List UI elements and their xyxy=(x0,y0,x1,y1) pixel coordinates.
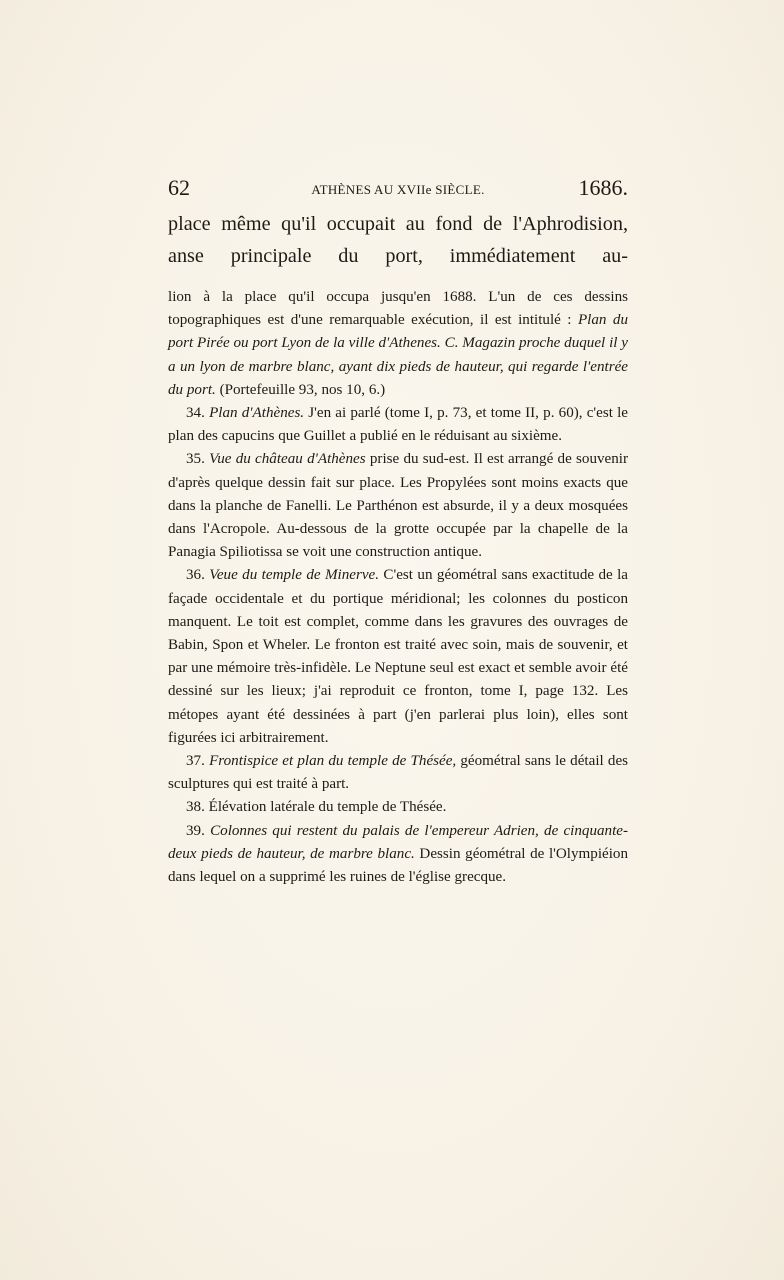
note-text: 39. xyxy=(186,822,211,839)
note-italic-text: Plan du port Pirée ou port Lyon de la ville d'Athenes. C. Magazin proche duquel il y a un lyon de marbre blanc, ayant dix pieds de hauteur, qui regarde l'entrée du port. xyxy=(168,312,629,398)
note-text: 34. xyxy=(186,405,210,422)
note-37 xyxy=(168,750,628,796)
main-text: place même qu'il occupait au fond de l'Aphrodision, anse principale du port, immédiatement au- xyxy=(168,213,628,267)
note-text: C'est un géométral sans exactitude de la façade occidentale et du portique méridional; les colonnes du posticon manquent. Le toit est complet, comme dans les gravures des ouvrages de Babin, Spon et Wheler. Le fronton est traité avec soin, mais de souvenir, et par une mémoire très-infidèle. Le Neptune seul est exact et semble avoir été dessiné sur les lieux; j'ai reproduit ce fronton, tome I, page 132. Les métopes ayant été dessinées à part (j'en parlerai plus loin), elles sont figurées ici arbitrairement. xyxy=(168,567,629,746)
note-38 xyxy=(168,796,628,819)
note-text: Dessin géométral de l'Olympiéion dans lequel on a supprimé les ruines de l'église grecque. xyxy=(168,845,628,886)
running-head: ATHÈNES AU XVIIe SIÈCLE. xyxy=(311,182,485,197)
page-number: 62 xyxy=(168,175,190,200)
note-text: (Portefeuille 93, nos 10, 6.) xyxy=(215,381,386,398)
note-text: lion à la place qu'il occupa jusqu'en 1688. L'un de ces dessins topographiques est d'une remarquable exécution, il est intitulé : xyxy=(168,289,628,329)
note-34 xyxy=(168,402,628,448)
note-continuation xyxy=(168,286,628,402)
note-italic-text: Colonnes qui restent du palais de l'empereur Adrien, de cinquante-deux pieds de hauteur, de marbre blanc. xyxy=(168,822,629,862)
note-35 xyxy=(168,448,628,564)
note-text: 37. xyxy=(186,753,210,770)
note-italic-text: Frontispice et plan du temple de Thésée, xyxy=(209,753,457,770)
note-text: 35. xyxy=(186,451,210,468)
note-36 xyxy=(168,564,628,750)
page-header xyxy=(168,174,628,204)
note-text: 38. Élévation latérale du temple de Thésée. xyxy=(186,799,447,816)
note-text: géométral sans le détail des sculptures qui est traité à part. xyxy=(168,753,629,793)
note-italic-text: Plan d'Athènes. xyxy=(209,405,305,422)
note-italic-text: Vue du château d'Athènes xyxy=(209,451,366,468)
note-italic-text: Veue du temple de Minerve. xyxy=(209,567,380,584)
note-text: 36. xyxy=(186,567,210,584)
note-text: prise du sud-est. Il est arrangé de souvenir d'après quelque dessin fait sur place. Les Propylées sont moins exacts que dans la planche de Fanelli. Le Parthénon est absurde, il y a deux mosquées dans l'Acropole. Au-dessous de la grotte occupée par la chapelle de la Panagia Spiliotissa se voit une construction antique. xyxy=(168,451,629,561)
notes-section xyxy=(168,286,628,889)
note-text: J'en ai parlé (tome I, p. 73, et tome II, p. 60), c'est le plan des capucins que Guillet a publié en le réduisant au sixième. xyxy=(168,405,629,445)
header-year: 1686. xyxy=(578,175,628,200)
note-39 xyxy=(168,820,628,890)
